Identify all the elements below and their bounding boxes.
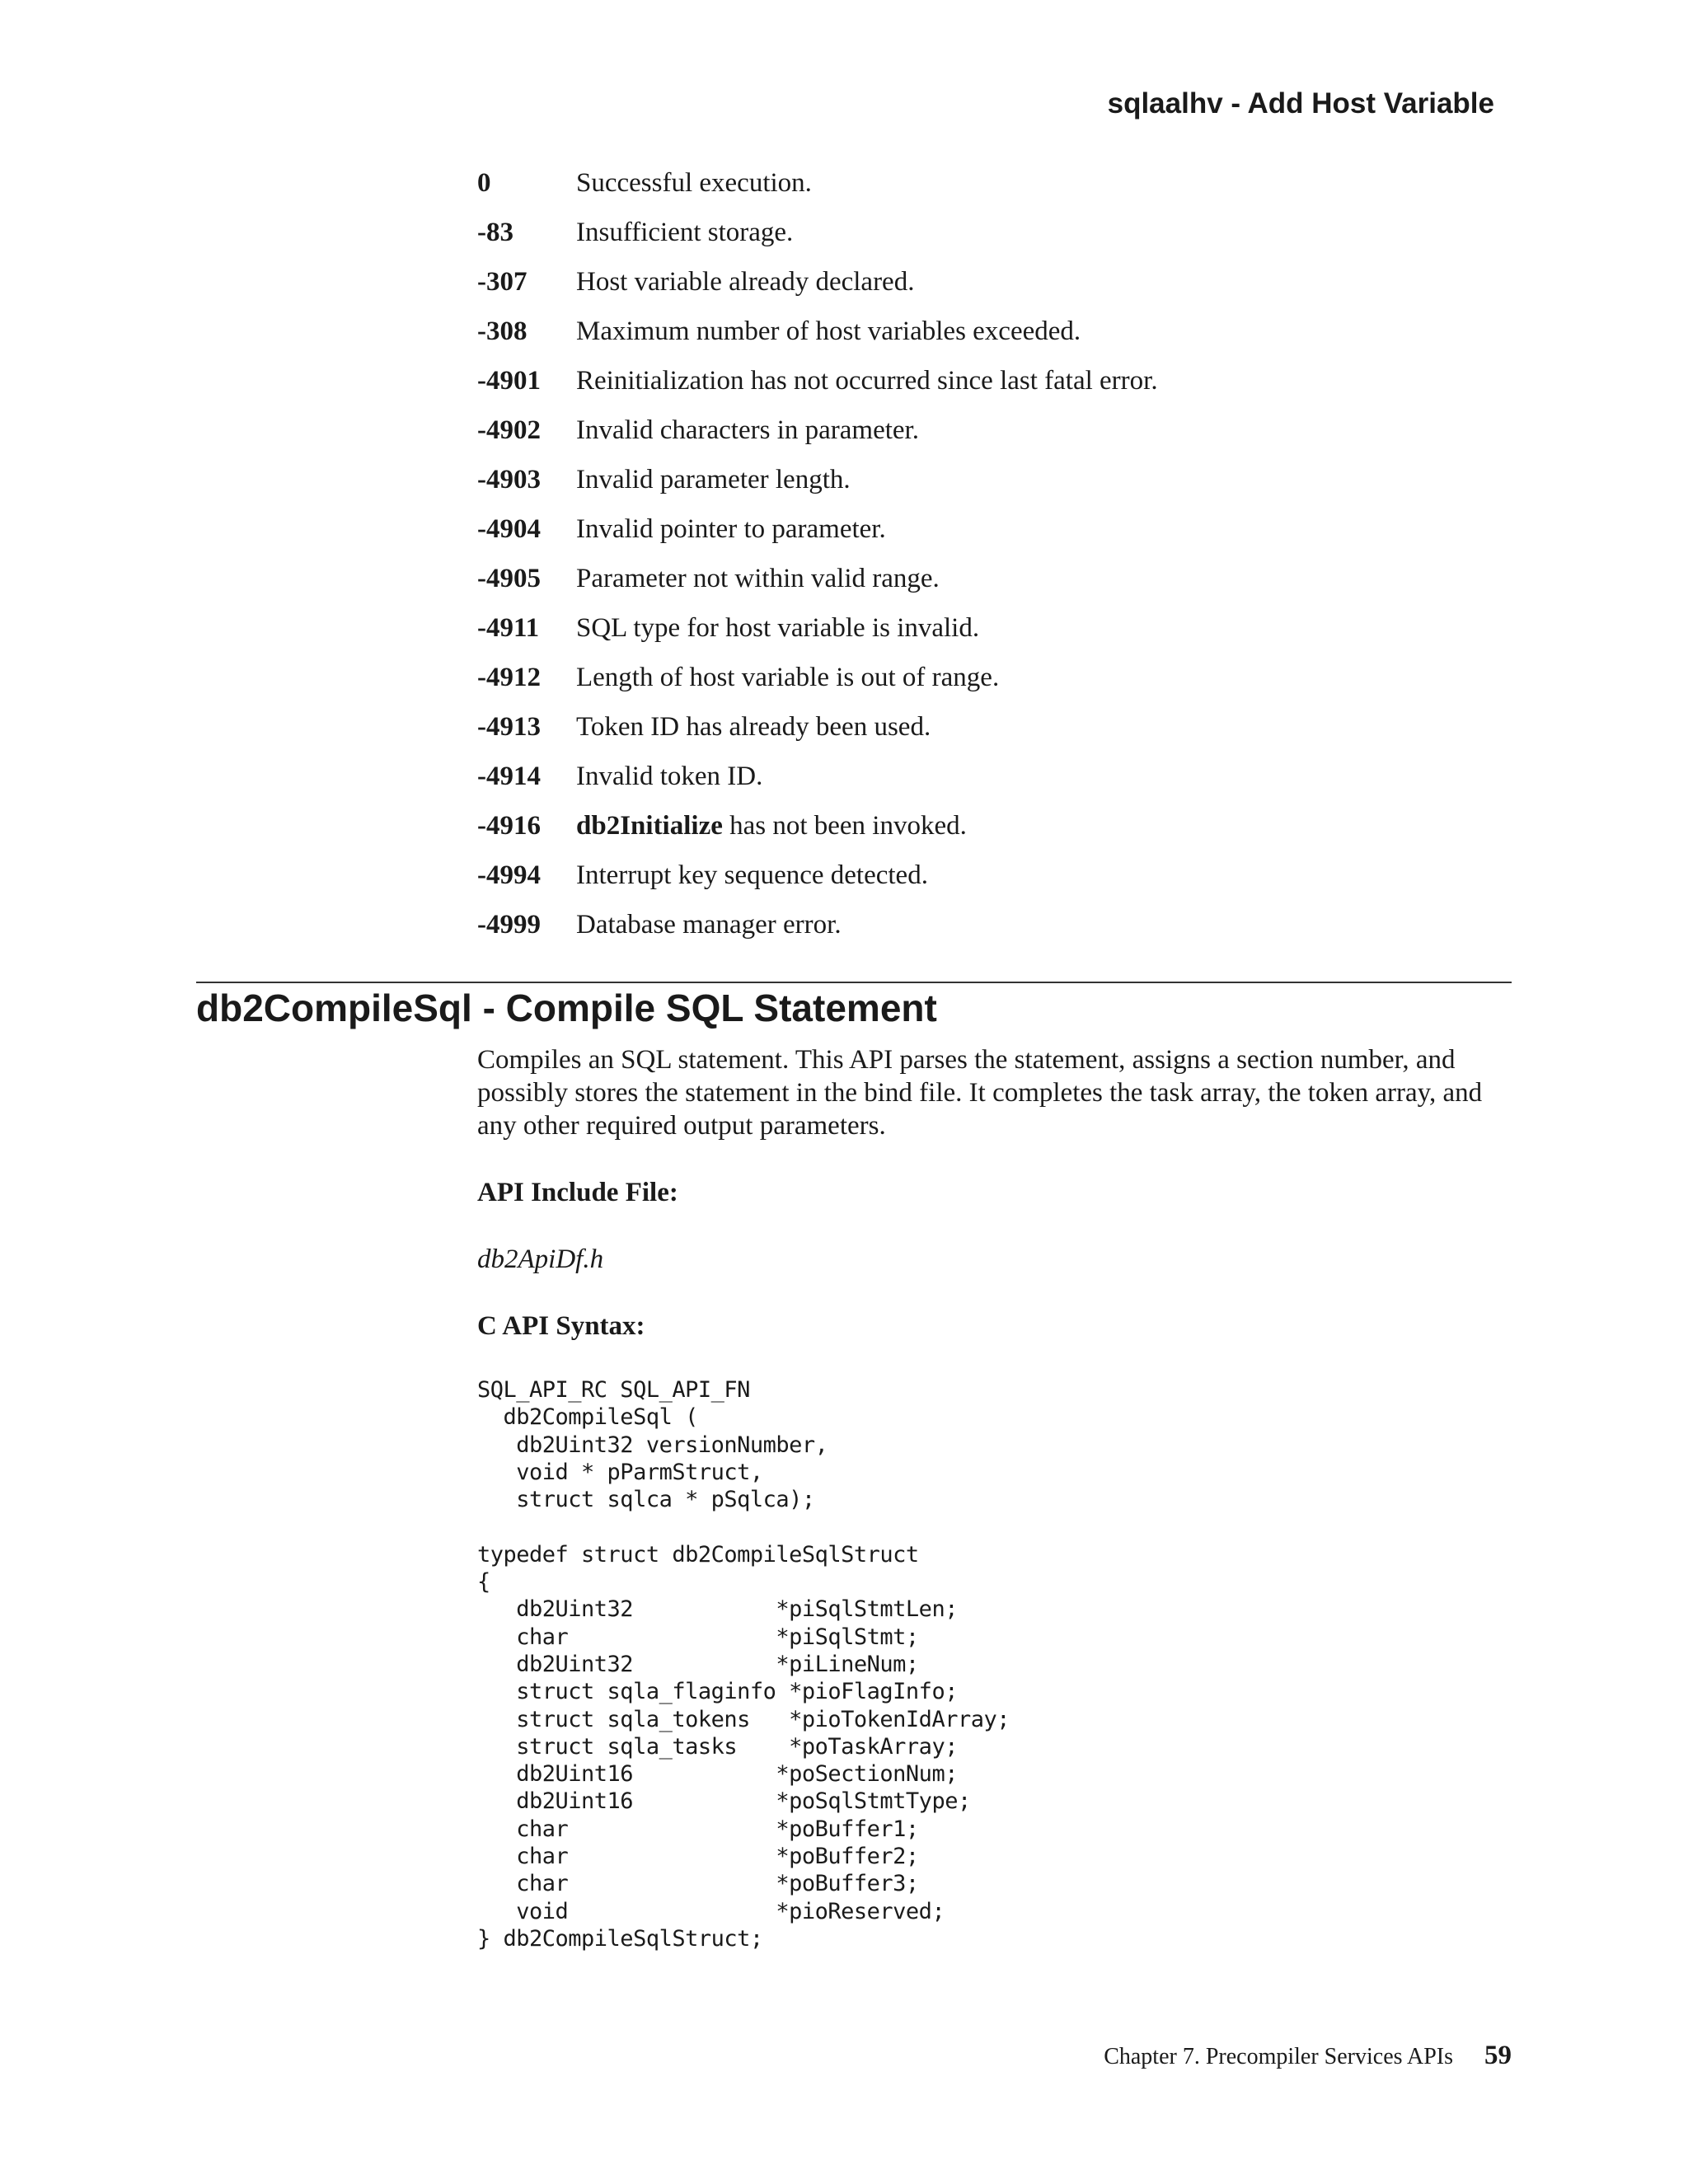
api-description: Compiles an SQL statement. This API parses the statement, assigns a section number, and possibly stores the statement in the bind file. It completes the task array, the token array, and any other required output parameters.	[477, 1045, 1483, 1141]
return-code: -4914	[477, 762, 541, 791]
return-code: -4999	[477, 910, 541, 940]
return-code-description: SQL type for host variable is invalid.	[576, 613, 980, 643]
return-code-description: Invalid characters in parameter.	[576, 415, 919, 445]
return-code: -83	[477, 218, 513, 247]
return-code-row	[477, 860, 1549, 910]
return-code: -4901	[477, 366, 541, 396]
return-code-description: Invalid pointer to parameter.	[576, 514, 886, 544]
return-code-description: Parameter not within valid range.	[576, 564, 940, 593]
return-code: -4905	[477, 564, 541, 593]
return-code: -4912	[477, 663, 541, 692]
return-code-row	[477, 415, 1549, 465]
return-code: -4904	[477, 514, 541, 544]
return-code-row	[477, 613, 1549, 663]
return-code-description: Host variable already declared.	[576, 267, 915, 297]
return-code: -4911	[477, 613, 540, 643]
return-code: -4916	[477, 811, 541, 841]
c-syntax-code-block: SQL_API_RC SQL_API_FN db2CompileSql ( db2Uint32 versionNumber, void * pParmStruct, struct sqlca * pSqlca); typedef struct db2CompileSqlStruct { db2Uint32 *piSqlStmtLen; char *piSqlStmt; db2Uint32 *piLineNum; struct sqla_flaginfo *pioFlagInfo; struct sqla_tokens *pioTokenIdArray; struct sqla_tasks *poTaskArray; db2Uint16 *poSectionNum; db2Uint16 *poSqlStmtType; char *poBuffer1; char *poBuffer2; char *poBuffer3; void *pioReserved; } db2CompileSqlStruct;	[477, 1377, 1010, 1952]
return-code-description: Successful execution.	[576, 168, 812, 198]
running-head-title: sqlaalhv - Add Host Variable	[1107, 87, 1494, 120]
return-code-description: Invalid parameter length.	[576, 465, 851, 494]
return-code: -4903	[477, 465, 541, 494]
return-code-row	[477, 712, 1549, 762]
return-code-description: Interrupt key sequence detected.	[576, 860, 928, 890]
return-code-list	[477, 168, 1549, 959]
page-number: 59	[1484, 2041, 1512, 2070]
return-code-row	[477, 762, 1549, 811]
return-code-row	[477, 267, 1549, 316]
return-code-row	[477, 465, 1549, 514]
return-code: -4994	[477, 860, 541, 890]
return-code-row	[477, 366, 1549, 415]
page-footer	[1104, 2041, 1512, 2071]
return-code: -307	[477, 267, 528, 297]
return-code-description-rest: has not been invoked.	[722, 811, 967, 841]
return-code-row	[477, 168, 1549, 218]
return-code-description: Maximum number of host variables exceeded.	[576, 316, 1081, 346]
return-code-description: Database manager error.	[576, 910, 842, 940]
syntax-label: C API Syntax:	[477, 1311, 645, 1341]
return-code-row	[477, 514, 1549, 564]
return-code-row	[477, 564, 1549, 613]
footer-chapter-title: Chapter 7. Precompiler Services APIs	[1104, 2044, 1453, 2069]
return-code: -4902	[477, 415, 541, 445]
section-title: db2CompileSql - Compile SQL Statement	[196, 987, 937, 1029]
return-code-row	[477, 316, 1549, 366]
return-code: -4913	[477, 712, 541, 742]
return-code: 0	[477, 168, 491, 198]
return-code-row	[477, 811, 1549, 860]
return-code-description: Reinitialization has not occurred since last fatal error.	[576, 366, 1158, 396]
return-code-row	[477, 910, 1549, 959]
return-code-description: Token ID has already been used.	[576, 712, 931, 742]
include-file-name: db2ApiDf.h	[477, 1244, 604, 1274]
return-code-row	[477, 663, 1549, 712]
return-code-description: Insufficient storage.	[576, 218, 794, 247]
return-code-description: Invalid token ID.	[576, 762, 763, 791]
include-file-label: API Include File:	[477, 1178, 678, 1207]
return-code-description	[576, 811, 1549, 841]
return-code-row	[477, 218, 1549, 267]
api-name-emphasis: db2Initialize	[576, 811, 723, 841]
return-code-description: Length of host variable is out of range.	[576, 663, 1000, 692]
return-code: -308	[477, 316, 528, 346]
